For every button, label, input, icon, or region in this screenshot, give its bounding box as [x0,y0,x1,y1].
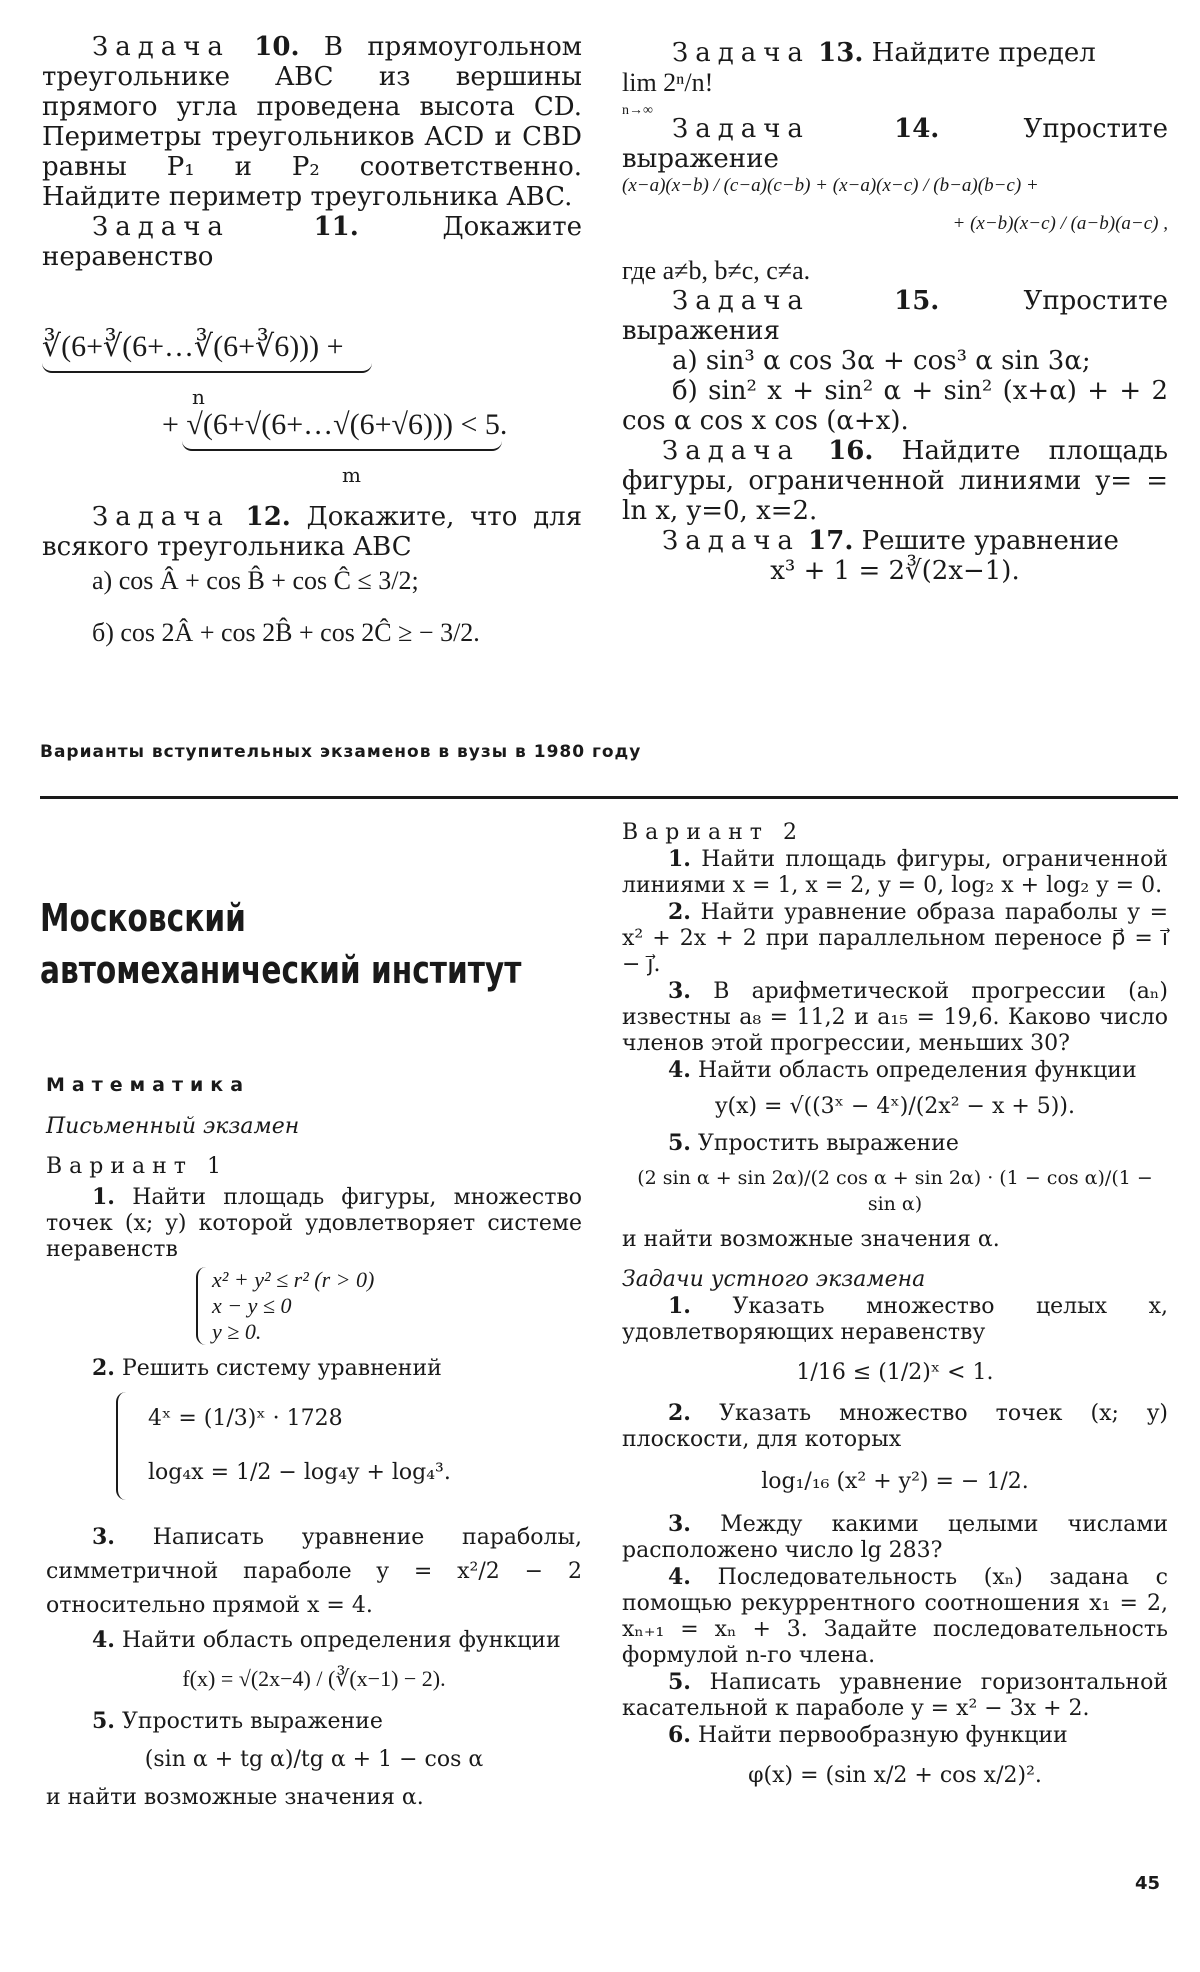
bottom-right-column [622,820,1168,1789]
v2-problem-3: 3. В арифметической прогрессии (aₙ) известны a₈ = 11,2 и a₁₅ = 19,6. Каково число членов этой прогрессии, меньших 30? [622,978,1168,1056]
problem-11-formula: ∛(6+∛(6+…∛(6+∛6))) + n + √(6+√(6+…√(6+√6))) < 5. m [42,330,508,487]
v1-problem-2-system: 4ˣ = (1/3)ˣ · 1728 log₄x = 1/2 − log₄y + log₄³. [46,1392,582,1500]
v1-problem-5-formula: (sin α + tg α)/tg α + 1 − cos α [144,1747,484,1772]
section-divider [40,796,1178,799]
problem-15-a: а) sin³ α cos 3α + cos³ α sin 3α; [672,346,1091,376]
problem-11: Задача 11. Докажите неравенство [42,212,583,272]
v1-problem-5-tail: и найти возможные значения α. [46,1785,424,1810]
v1-problem-1: 1. Найти площадь фигуры, множество точек (x; y) которой удовлетворяет системе неравенств [46,1184,582,1262]
written-exam-heading: Письменный экзамен [46,1114,300,1139]
problem-14-formula: (x−a)(x−b) / (c−a)(c−b) + (x−a)(x−c) / (b−a)(b−c) + + (x−b)(x−c) / (a−b)(a−c) , [622,175,1168,234]
v1-problem-1-system: x² + y² ≤ r² (r > 0) x − y ≤ 0 y ≥ 0. [46,1267,582,1345]
v1-problem-4: 4. Найти область определения функции [92,1627,561,1653]
v2-problem-4-formula: y(x) = √((3ˣ − 4ˣ)/(2x² − x + 5)). [715,1094,1075,1119]
problem-16: Задача 16. Найдите площадь фигуры, ограниченной линиями y= = ln x, y=0, x=2. [622,436,1169,526]
oral-problem-1-formula: 1/16 ≤ (1/2)ˣ < 1. [796,1360,994,1385]
problem-15-b: б) sin² x + sin² α + sin² (x+α) + + 2 cos α cos x cos (α+x). [622,376,1168,436]
problem-10: Задача 10. В прямоугольном треугольнике ABC из вершины прямого угла проведена высота CD. Периметры треугольников ACD и CBD равны P₁ и P₂ соответственно. Найдите периметр треугольника ABC. [42,32,583,212]
oral-problem-6-formula: φ(x) = (sin x/2 + cos x/2)². [748,1763,1042,1788]
oral-problem-2: 2. Указать множество точек (x; y) плоскости, для которых [622,1400,1168,1452]
fraction-3: (x−b)(x−c) / (a−b)(a−c) [970,213,1159,234]
nested-sqrt-expression: + √(6+√(6+…√(6+√6))) < 5. [162,408,508,441]
variant-2-title: Вариант 2 [622,820,804,845]
v1-problem-2: 2. Решить систему уравнений [92,1355,442,1381]
underbrace-n [42,363,372,373]
oral-problem-3: 3. Между какими целыми числами расположено число lg 283? [622,1511,1168,1563]
nested-cube-root-expression: ∛(6+∛(6+…∛(6+∛6))) + [42,330,344,363]
v2-problem-5-tail: и найти возможные значения α. [622,1227,1000,1252]
v1-problem-5: 5. Упростить выражение [92,1708,383,1734]
limit-expression: lim 2ⁿ/n! n→∞ [622,68,714,118]
underbrace-m [182,441,502,451]
v2-problem-4: 4. Найти область определения функции [668,1057,1137,1083]
fraction-2: (x−a)(x−c) / (b−a)(b−c) [832,175,1022,196]
v2-problem-5: 5. Упростить выражение [668,1130,959,1156]
problem-17-equation: x³ + 1 = 2∛(2x−1). [770,556,1020,586]
variant-1-title: Вариант 1 [46,1154,228,1179]
bottom-left-column [46,1072,582,1811]
problem-14: Задача 14. Упростите выражение [622,114,1169,174]
v1-problem-3: 3. Написать уравнение параболы, симметричной параболе y = x²/2 − 2 относительно прямой x = 4. [46,1524,582,1618]
top-right-column [622,38,1168,586]
v1-problem-4-formula: f(x) = √(2x−4) / (∛(x−1) − 2). [182,1666,446,1691]
v2-problem-1: 1. Найти площадь фигуры, ограниченной линиями x = 1, x = 2, y = 0, log₂ x + log₂ y = 0. [622,846,1168,898]
problem-17: Задача 17. Решите уравнение [662,526,1119,556]
problem-15: Задача 15. Упростите выражения [622,286,1169,346]
problem-12: Задача 12. Докажите, что для всякого треугольника ABC [42,502,582,562]
oral-problem-2-formula: log₁/₁₆ (x² + y²) = − 1/2. [761,1469,1029,1494]
fraction-1: (x−a)(x−b) / (c−a)(c−b) [622,175,811,196]
oral-problem-6: 6. Найти первообразную функции [668,1722,1068,1748]
oral-problem-5: 5. Написать уравнение горизонтальной касательной к параболе y = x² − 3x + 2. [622,1669,1168,1721]
problem-12-a: а) cos Â + cos B̂ + cos Ĉ ≤ 3/2; [92,566,419,595]
oral-problem-1: 1. Указать множество целых x, удовлетворяющих неравенству [622,1293,1169,1345]
problem-12-b: б) cos 2Â + cos 2B̂ + cos 2Ĉ ≥ − 3/2. [92,618,480,647]
subject-heading: Математика [46,1074,251,1096]
top-left-column [42,32,582,648]
oral-exam-heading: Задачи устного экзамена [622,1267,926,1292]
section-heading: Варианты вступительных экзаменов в вузы в 1980 году [40,742,642,762]
problem-13: Задача 13. Найдите предел [672,38,1096,68]
oral-problem-4: 4. Последовательность (xₙ) задана с помощью рекуррентного соотношения x₁ = 2, xₙ₊₁ = xₙ + 3. Задайте последовательность формулой n-го члена. [622,1564,1168,1668]
v2-problem-5-formula: (2 sin α + sin 2α)/(2 cos α + sin 2α) · (1 − cos α)/(1 − sin α) [637,1167,1153,1215]
v2-problem-2: 2. Найти уравнение образа параболы y = x² + 2x + 2 при параллельном переносе p⃗ = i⃗ − j⃗. [622,899,1168,977]
institute-title: Московский автомеханический институт [40,896,522,992]
problem-14-condition: где a≠b, b≠c, c≠a. [622,256,811,285]
page-number: 45 [1134,1873,1160,1894]
